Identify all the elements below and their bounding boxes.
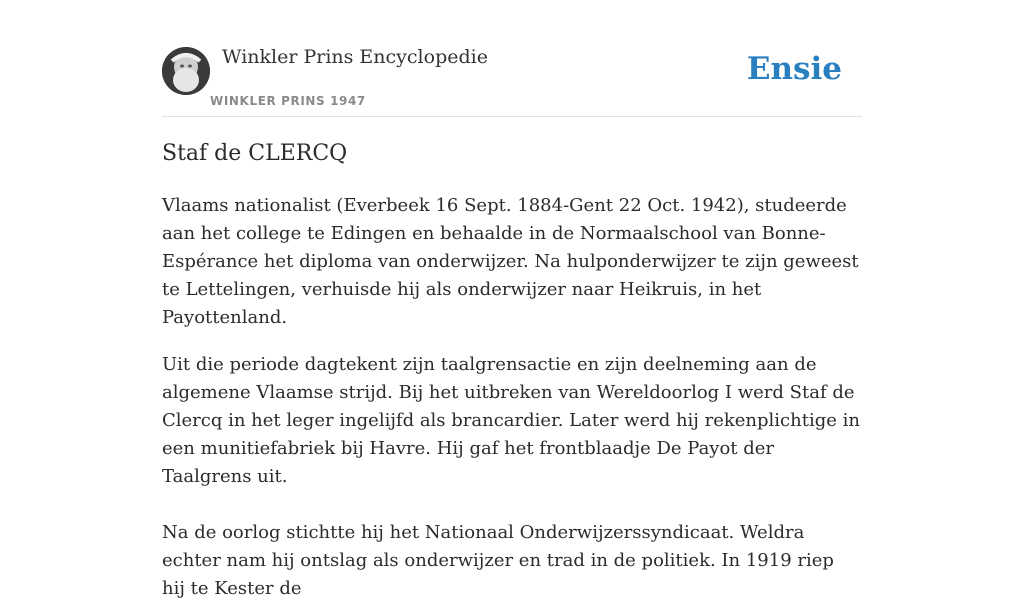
page-container (162, 0, 862, 599)
ensie-logo-link[interactable]: Ensie (746, 51, 842, 87)
article-title: Staf de CLERCQ (162, 141, 348, 166)
portrait-icon (162, 47, 210, 95)
paragraph-1: Vlaams nationalist (Everbeek 16 Sept. 1884-Gent 22 Oct. 1942), studeerde aan het college te Edingen en behaalde in de Normaalschool van Bonne-Espérance het diploma van onderwijzer. Na hulponderwijzer te zijn geweest te Lettelingen, verhuisde hij als onderwijzer naar Heikruis, in het Payottenland. (162, 195, 859, 328)
paragraph-2: Uit die periode dagtekent zijn taalgrensactie en zijn deelneming aan de algemene Vlaamse strijd. Bij het uitbreken van Wereldoorlog I werd Staf de Clercq in het leger ingelijfd als brancardier. Later werd hij rekenplichtige in een munitiefabriek bij Havre. Hij gaf het frontblaadje De Payot der Taalgrens uit. (162, 354, 860, 487)
site-header (162, 0, 862, 117)
edition-subtitle: WINKLER PRINS 1947 (210, 94, 366, 108)
paragraph-3: Na de oorlog stichtte hij het Nationaal Onderwijzerssyndicaat. Weldra echter nam hij ontslag als onderwijzer en trad in de politiek. In 1919 riep hij te Kester de (162, 522, 834, 599)
avatar (162, 47, 210, 95)
article-body (162, 192, 862, 603)
site-name[interactable]: Winkler Prins Encyclopedie (222, 46, 488, 68)
